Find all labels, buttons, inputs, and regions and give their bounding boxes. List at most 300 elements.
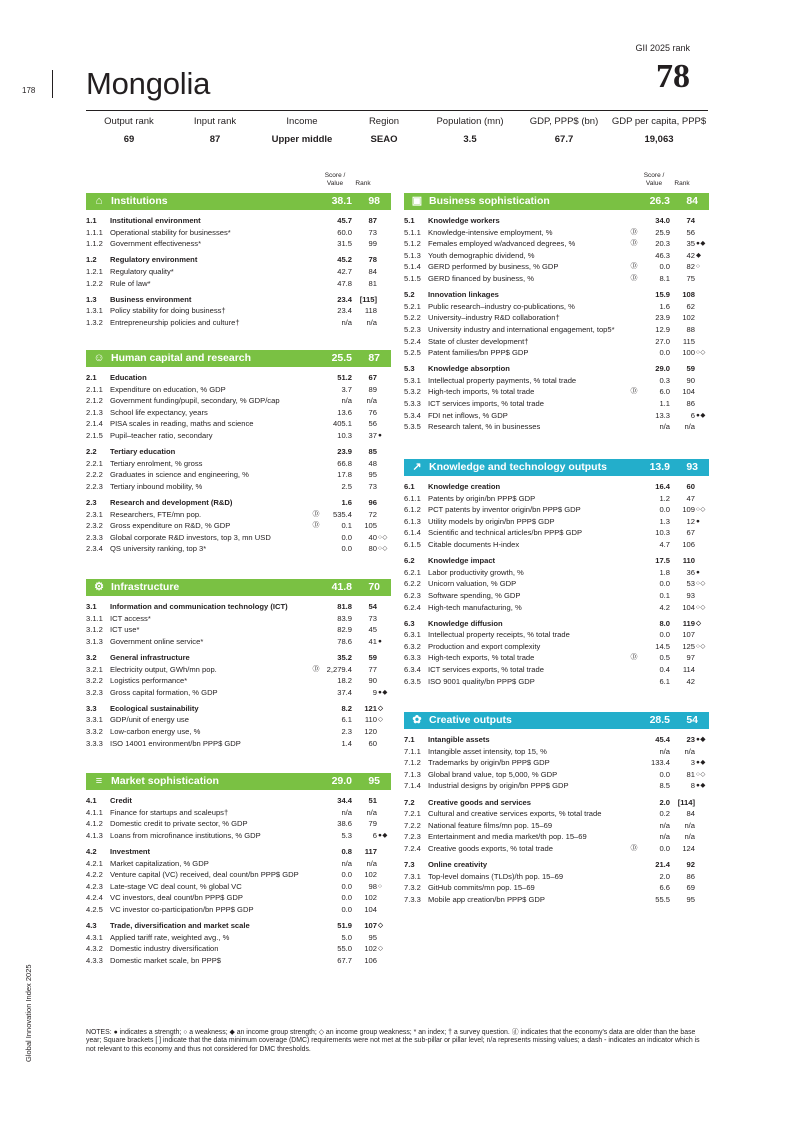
strength-weakness-marker: ● — [378, 432, 383, 439]
indicator-row — [86, 818, 391, 830]
indicator-rank: 75 — [686, 274, 695, 283]
indicator-score: 83.9 — [337, 613, 352, 623]
indicator-code: 2.2 — [86, 447, 97, 457]
indicator-row — [404, 882, 709, 894]
indicator-row — [404, 386, 709, 398]
indicator-code: 5.3.4 — [404, 410, 421, 420]
left-column — [86, 0, 391, 1000]
indicator-label: Knowledge absorption — [428, 364, 510, 374]
indicator-rank: 107 — [682, 630, 695, 640]
indicator-code: 3.2 — [86, 652, 97, 662]
indicator-label: Youth demographic dividend, % — [428, 250, 535, 260]
indicator-label: Intangible asset intensity, top 15, % — [428, 746, 547, 756]
strength-weakness-marker: ●◆ — [696, 411, 706, 419]
indicator-rank: 78 — [368, 255, 377, 265]
indicator-code: 4.1 — [86, 796, 97, 805]
indicator-score: 1.6 — [659, 301, 670, 311]
indicator-code: 1.2.1 — [86, 266, 103, 276]
indicator-row — [86, 395, 391, 407]
indicator-label: Domestic industry diversification — [110, 944, 219, 954]
indicator-code: 6.2.4 — [404, 602, 421, 612]
indicator-score: 8.2 — [341, 703, 352, 713]
indicator-code: 7.1.1 — [404, 746, 421, 756]
indicator-row — [86, 858, 391, 870]
indicator-rank: 37 — [368, 431, 377, 440]
indicator-code: 6.1.4 — [404, 528, 421, 538]
indicator-rank: n/a — [684, 820, 695, 830]
indicator-rank: 42 — [686, 676, 695, 686]
indicator-row — [404, 504, 709, 516]
indicator-row — [404, 336, 709, 348]
indicator-row — [404, 261, 709, 273]
pillar-score: 29.0 — [331, 775, 352, 787]
indicator-code: 6.1.3 — [404, 516, 421, 526]
indicator-label: Creative goods and services — [428, 797, 531, 807]
indicator-code: 5.2 — [404, 290, 415, 300]
indicator-score: 60.0 — [337, 227, 352, 237]
pillar-rank: 54 — [686, 714, 698, 726]
indicator-code: 6.3.5 — [404, 676, 421, 686]
indicator-label: Software spending, % GDP — [428, 590, 521, 600]
indicator-score: 67.7 — [337, 955, 352, 965]
briefcase-icon: ▣ — [411, 195, 423, 207]
indicator-row — [86, 430, 391, 442]
indicator-label: Loans from microfinance institutions, % GDP — [110, 830, 261, 840]
strength-weakness-marker: ● — [696, 517, 701, 525]
indicator-rank: 72 — [368, 509, 377, 519]
indicator-code: 7.3.1 — [404, 871, 421, 881]
indicator-score: 0.0 — [659, 769, 670, 779]
indicator-code: 6.2 — [404, 556, 415, 566]
indicator-row — [86, 664, 391, 676]
indicator-label: Government funding/pupil, secondary, % GDP/cap — [110, 396, 280, 406]
indicator-rank: 110 — [364, 715, 377, 725]
indicator-label: Creative goods exports, % total trade — [428, 843, 553, 853]
indicator-code: 7.2.3 — [404, 832, 421, 842]
indicator-row — [404, 757, 709, 769]
indicator-rank: 100 — [682, 348, 695, 358]
indicator-row — [404, 273, 709, 285]
indicator-code: 1.1 — [86, 216, 97, 225]
indicator-code: 4.3 — [86, 921, 97, 930]
indicator-label: GERD performed by business, % GDP — [428, 262, 559, 272]
indicator-label: Global brand value, top 5,000, % GDP — [428, 769, 558, 779]
indicator-label: Knowledge creation — [428, 482, 501, 491]
indicator-rank: 119 — [682, 618, 695, 628]
indicator-score: 3.7 — [341, 384, 352, 394]
indicator-code: 2.1.4 — [86, 419, 103, 429]
indicator-rank: 95 — [368, 470, 377, 480]
indicator-row — [404, 312, 709, 324]
indicator-score: 20.3 — [655, 239, 670, 249]
indicator-label: Entrepreneurship policies and culture† — [110, 317, 240, 327]
indicator-rank: [115] — [359, 294, 377, 304]
indicator-row — [404, 527, 709, 539]
indicator-rank: 74 — [686, 216, 695, 225]
indicator-rank: 42 — [686, 250, 695, 260]
gii-rank-value: 78 — [656, 58, 690, 95]
subpillar-row — [404, 734, 709, 746]
pillar-score: 13.9 — [649, 461, 670, 473]
indicator-rank: 85 — [368, 447, 377, 457]
indicator-score: 38.6 — [337, 819, 352, 829]
indicator-score: 0.0 — [659, 348, 670, 358]
indicator-rank: 87 — [368, 216, 377, 225]
indicator-score: 17.5 — [655, 556, 670, 566]
line-chart-icon: ↗ — [412, 461, 422, 473]
indicator-label: Market capitalization, % GDP — [110, 858, 209, 868]
indicator-rank: 117 — [364, 846, 377, 856]
indicator-rank: 104 — [364, 904, 377, 914]
country-name: Mongolia — [86, 66, 211, 101]
indicator-label: Domestic market scale, bn PPP$ — [110, 955, 221, 965]
indicator-score: 0.3 — [659, 375, 670, 385]
pillar-score: 28.5 — [649, 714, 670, 726]
indicator-code: 4.2 — [86, 846, 97, 856]
indicator-row — [86, 266, 391, 278]
indicator-code: 4.3.1 — [86, 932, 103, 942]
indicator-score: 0.0 — [659, 505, 670, 515]
indicator-label: GERD financed by business, % — [428, 274, 534, 283]
indicator-code: 4.1.3 — [86, 830, 103, 840]
indicator-score: 46.3 — [655, 250, 670, 260]
indicator-code: 5.1 — [404, 216, 415, 225]
indicator-label: High-tech imports, % total trade — [428, 387, 535, 397]
indicator-score: 1.6 — [341, 498, 352, 507]
indicator-score: 0.0 — [341, 904, 352, 914]
indicator-score: n/a — [659, 832, 670, 842]
indicator-score: 45.4 — [655, 735, 670, 744]
indicator-code: 3.1 — [86, 602, 97, 611]
indicator-rank: 99 — [368, 239, 377, 249]
indicator-rank: 6 — [690, 410, 695, 420]
indicator-rank: 80 — [368, 544, 377, 554]
gears-icon: ⚙ — [94, 581, 104, 593]
indicator-rank: 95 — [368, 932, 377, 942]
indicator-code: 4.1.1 — [86, 807, 103, 817]
indicator-row — [86, 469, 391, 481]
indicator-label: Late-stage VC deal count, % global VC — [110, 881, 242, 891]
pillar-title: Institutions — [111, 195, 168, 207]
indicator-row — [404, 820, 709, 832]
indicator-code: 6.1.5 — [404, 540, 421, 549]
older-data-icon: Ⓓ — [630, 388, 638, 396]
indicator-rank: 104 — [682, 387, 695, 397]
indicator-code: 2.1.1 — [86, 384, 103, 394]
pillar-title: Creative outputs — [429, 714, 512, 726]
gii-rank-label: GII 2025 rank — [635, 43, 690, 53]
indicator-score: n/a — [341, 396, 352, 406]
indicator-label: ICT services imports, % total trade — [428, 399, 544, 408]
indicator-label: Rule of law* — [110, 278, 151, 288]
indicator-code: 3.3 — [86, 703, 97, 713]
indicator-score: 405.1 — [332, 419, 352, 429]
indicator-rank: 108 — [682, 290, 695, 300]
strength-weakness-marker: ◇ — [378, 704, 384, 712]
indicator-code: 6.2.1 — [404, 567, 421, 577]
subpillar-row — [404, 481, 709, 493]
indicator-code: 2.3 — [86, 498, 97, 507]
older-data-icon: Ⓓ — [630, 263, 638, 271]
indicator-row — [404, 567, 709, 579]
stat-value: 69 — [123, 134, 135, 145]
indicator-score: 535.4 — [332, 509, 352, 519]
indicator-score: 0.1 — [341, 521, 352, 531]
indicator-row — [86, 238, 391, 250]
indicator-score: 47.8 — [337, 278, 352, 288]
indicator-score: 0.0 — [341, 870, 352, 880]
indicator-score: 0.0 — [341, 893, 352, 903]
indicator-code: 2.3.2 — [86, 521, 103, 531]
indicator-row — [86, 509, 391, 521]
subpillar-row — [86, 446, 391, 458]
indicator-label: GitHub commits/mn pop. 15–69 — [428, 883, 535, 893]
rank-column-header-left: Rank — [355, 180, 371, 187]
score-column-header-left: Score / Value — [324, 172, 346, 187]
indicator-score: 51.9 — [337, 921, 352, 930]
strength-weakness-marker: ◇ — [378, 716, 384, 724]
subpillar-row — [86, 372, 391, 384]
institution-icon: ⌂ — [95, 195, 103, 207]
indicator-score: n/a — [659, 422, 670, 432]
indicator-rank: 56 — [368, 419, 377, 429]
indicator-code: 4.3.3 — [86, 955, 103, 965]
pillar-rank: 95 — [368, 775, 380, 787]
indicator-score: 12.9 — [655, 324, 670, 334]
strength-weakness-marker: ○◇ — [696, 349, 706, 357]
indicator-row — [86, 317, 391, 329]
indicator-rank: n/a — [366, 317, 377, 327]
indicator-score: 13.3 — [655, 410, 670, 420]
indicator-label: Research talent, % in businesses — [428, 422, 541, 432]
indicator-score: 4.7 — [659, 540, 670, 549]
indicator-row — [86, 687, 391, 699]
indicator-label: Global corporate R&D investors, top 3, mn USD — [110, 532, 271, 542]
indicator-row — [404, 539, 709, 551]
indicator-label: Logistics performance* — [110, 676, 188, 686]
stat-label: Region — [368, 116, 400, 127]
indicator-label: Researchers, FTE/mn pop. — [110, 509, 202, 519]
indicator-label: Applied tariff rate, weighted avg., % — [110, 932, 230, 942]
indicator-label: GDP/unit of energy use — [110, 715, 189, 725]
indicator-rank: 102 — [364, 893, 377, 903]
indicator-label: Citable documents H-index — [428, 540, 520, 549]
strength-weakness-marker: ○◇ — [378, 545, 388, 553]
indicator-rank: 73 — [368, 227, 377, 237]
indicator-label: Finance for startups and scaleups† — [110, 807, 229, 817]
strength-weakness-marker: ○◇ — [696, 580, 706, 588]
indicator-code: 5.3.5 — [404, 422, 421, 432]
indicator-score: 42.7 — [337, 266, 352, 276]
indicator-code: 1.3.2 — [86, 317, 103, 327]
indicator-label: VC investor co-participation/bn PPP$ GDP — [110, 904, 254, 914]
indicator-code: 5.2.4 — [404, 336, 421, 346]
indicator-row — [404, 676, 709, 688]
indicator-score: 0.8 — [341, 846, 352, 856]
older-data-icon: Ⓓ — [630, 275, 638, 282]
indicator-code: 1.3 — [86, 294, 97, 304]
indicator-label: Tertiary education — [110, 447, 176, 457]
indicator-code: 5.3.2 — [404, 387, 421, 397]
indicator-label: Females employed w/advanced degrees, % — [428, 239, 576, 249]
indicator-score: n/a — [341, 317, 352, 327]
indicator-label: PCT patents by inventor origin/bn PPP$ GDP — [428, 505, 581, 515]
indicator-row — [404, 808, 709, 820]
people-icon: ☺ — [93, 352, 105, 364]
header-divider — [52, 70, 53, 98]
indicator-label: Patents by origin/bn PPP$ GDP — [428, 493, 536, 503]
stat-label: Population (mn) — [436, 116, 504, 127]
strength-weakness-marker: ● — [378, 637, 383, 645]
indicator-score: 18.2 — [337, 676, 352, 686]
indicator-row — [86, 543, 391, 555]
indicator-label: Regulatory environment — [110, 255, 198, 265]
indicator-code: 5.2.1 — [404, 301, 421, 311]
indicator-score: 2,279.4 — [326, 664, 352, 674]
indicator-label: ISO 9001 quality/bn PPP$ GDP — [428, 676, 535, 686]
indicator-score: 1.1 — [659, 399, 670, 408]
subpillar-row — [404, 289, 709, 301]
indicator-rank: 59 — [686, 364, 695, 374]
indicator-label: Operational stability for businesses* — [110, 227, 231, 237]
indicator-rank: 47 — [686, 493, 695, 503]
indicator-label: Production and export complexity — [428, 641, 541, 651]
indicator-label: Business environment — [110, 294, 192, 304]
subpillar-row — [86, 652, 391, 664]
indicator-score: 0.0 — [341, 532, 352, 542]
pillar-title: Knowledge and technology outputs — [429, 461, 607, 473]
indicator-score: 29.0 — [655, 364, 670, 374]
indicator-score: 35.2 — [337, 652, 352, 662]
indicator-score: 10.3 — [655, 528, 670, 538]
indicator-rank: 102 — [682, 313, 695, 323]
indicator-row — [86, 481, 391, 493]
indicator-code: 7.1.3 — [404, 769, 421, 779]
indicator-code: 5.2.2 — [404, 313, 421, 323]
indicator-rank: 35 — [686, 239, 695, 249]
stat-value: SEAO — [370, 134, 398, 145]
indicator-label: Online creativity — [428, 860, 488, 869]
subpillar-row — [86, 497, 391, 509]
stat-label: GDP per capita, PPP$ — [611, 116, 707, 127]
indicator-label: Venture capital (VC) received, deal count/bn PPP$ GDP — [110, 870, 299, 880]
indicator-rank: n/a — [366, 396, 377, 406]
indicator-score: 0.0 — [659, 843, 670, 853]
pillar-rank: 87 — [368, 352, 380, 364]
indicator-rank: 73 — [368, 613, 377, 623]
pillar-rank: 84 — [686, 195, 698, 207]
indicator-row — [86, 532, 391, 544]
indicator-rank: n/a — [684, 422, 695, 432]
rank-column-header-right: Rank — [674, 180, 690, 187]
indicator-label: FDI net inflows, % GDP — [428, 410, 508, 420]
indicator-code: 1.1.1 — [86, 227, 103, 237]
pillar-header-p2 — [86, 350, 391, 367]
indicator-code: 2.3.4 — [86, 544, 103, 554]
pillar-score: 38.1 — [331, 195, 352, 207]
indicator-code: 5.1.3 — [404, 250, 421, 260]
indicator-row — [86, 726, 391, 738]
indicator-row — [404, 780, 709, 792]
indicator-score: n/a — [659, 746, 670, 756]
indicator-rank: 79 — [368, 819, 377, 829]
indicator-row — [86, 305, 391, 317]
indicator-row — [86, 830, 391, 842]
indicator-rank: 53 — [686, 579, 695, 589]
indicator-code: 2.3.1 — [86, 509, 103, 519]
indicator-label: National feature films/mn pop. 15–69 — [428, 820, 553, 830]
subpillar-row — [404, 797, 709, 809]
indicator-rank: 95 — [686, 894, 695, 904]
indicator-row — [86, 955, 391, 967]
strength-weakness-marker: ○◇ — [696, 642, 706, 650]
indicator-score: 55.5 — [655, 894, 670, 904]
indicator-label: University industry and international engagement, top5* — [428, 324, 615, 334]
indicator-rank: 60 — [686, 482, 695, 491]
indicator-row — [404, 590, 709, 602]
indicator-score: 6.1 — [659, 676, 670, 686]
indicator-code: 3.1.1 — [86, 613, 103, 623]
indicator-score: 6.1 — [341, 715, 352, 725]
indicator-row — [404, 398, 709, 410]
indicator-row — [404, 578, 709, 590]
indicator-code: 4.3.2 — [86, 944, 103, 954]
strength-weakness-marker: ●◆ — [696, 759, 706, 767]
indicator-score: 5.3 — [341, 830, 352, 840]
indicator-label: Utility models by origin/bn PPP$ GDP — [428, 516, 555, 526]
page-number: 178 — [22, 86, 36, 95]
indicator-label: Pupil–teacher ratio, secondary — [110, 431, 213, 440]
indicator-score: 27.0 — [655, 336, 670, 346]
strength-weakness-marker: ◇ — [378, 922, 384, 929]
indicator-rank: n/a — [366, 807, 377, 817]
indicator-code: 3.2.2 — [86, 676, 103, 686]
indicator-row — [86, 384, 391, 396]
indicator-score: 16.4 — [655, 482, 670, 491]
indicator-rank: n/a — [684, 746, 695, 756]
indicator-code: 5.3.1 — [404, 375, 421, 385]
indicator-score: 8.5 — [659, 781, 670, 791]
indicator-score: 81.8 — [337, 602, 352, 611]
strength-weakness-marker: ●◆ — [696, 782, 706, 790]
stat-value: 3.5 — [463, 134, 477, 145]
indicator-row — [86, 278, 391, 290]
indicator-code: 3.1.2 — [86, 625, 103, 635]
indicator-rank: 98 — [368, 881, 377, 891]
subpillar-row — [404, 363, 709, 375]
indicator-rank: 56 — [686, 227, 695, 237]
older-data-icon: Ⓓ — [630, 654, 638, 662]
indicator-code: 6.3.4 — [404, 665, 421, 674]
indicator-code: 4.2.3 — [86, 881, 103, 891]
subpillar-row — [404, 215, 709, 227]
indicator-score: 0.5 — [659, 653, 670, 663]
indicator-score: 13.6 — [337, 407, 352, 417]
indicator-row — [86, 227, 391, 239]
pillar-header-p6 — [404, 459, 709, 476]
indicator-label: Mobile app creation/bn PPP$ GDP — [428, 894, 545, 904]
indicator-label: Top-level domains (TLDs)/th pop. 15–69 — [428, 871, 564, 881]
strength-weakness-marker: ◆ — [696, 251, 702, 259]
indicator-row — [404, 324, 709, 336]
indicator-code: 1.1.2 — [86, 239, 103, 249]
indicator-rank: 118 — [364, 306, 377, 316]
indicator-code: 6.1.1 — [404, 493, 421, 503]
indicator-row — [404, 894, 709, 906]
subpillar-row — [404, 555, 709, 567]
indicator-label: Electricity output, GWh/mn pop. — [110, 664, 217, 674]
indicator-rank: 89 — [368, 384, 377, 394]
